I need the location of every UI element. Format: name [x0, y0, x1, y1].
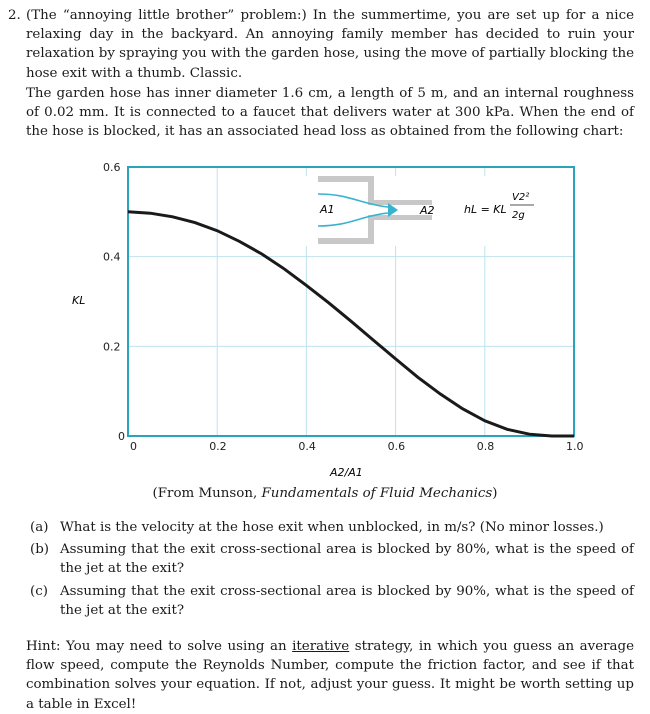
hint-paragraph — [26, 637, 634, 714]
kl-chart — [60, 158, 600, 479]
inset-formula-denominator: 2g — [512, 210, 525, 221]
inset-label-a1: A1 — [320, 203, 335, 216]
x-tick-label: 0.6 — [387, 440, 406, 453]
chart-caption — [0, 486, 650, 501]
question-label: (c) — [30, 583, 48, 599]
question-label: (a) — [30, 520, 49, 535]
x-tick-label: 0.4 — [298, 440, 316, 453]
x-tick-label: 0.2 — [209, 440, 227, 453]
question-label: (b) — [30, 542, 50, 558]
x-tick-label: 0 — [130, 440, 137, 453]
inset-label-a2: A2 — [420, 204, 435, 217]
hint-before: Hint: You may need to solve using an — [26, 639, 293, 654]
question-b — [26, 540, 634, 578]
problem-intro-text: (The “annoying little brother” problem:) In the summertime, you are set up for a nice relaxing day in the backyard. An annoying family member has decided to ruin your relaxation by spraying you with the garden hose, using the move of partially blocking the hose exit with a thumb. Classic. — [26, 8, 634, 81]
question-text: What is the velocity at the hose exit when unblocked, in m/s? (No minor losses.) — [60, 520, 604, 535]
x-tick-label: 0.8 — [476, 440, 495, 453]
x-tick-label: 1.0 — [566, 440, 584, 453]
y-tick-label: 0.6 — [103, 161, 121, 174]
inset-formula-numerator: V2² — [512, 192, 530, 203]
hint-underlined: iterative — [292, 639, 350, 654]
question-c — [26, 582, 634, 620]
question-a — [26, 518, 634, 537]
problem-setup: The garden hose has inner diameter 1.6 cm, a length of 5 m, and an internal roughness of 0.02 mm. It is connected to a faucet that delivers water at 300 kPa. When the end of the hose is blocked, it has an associated head loss as obtained from the following chart: — [26, 86, 634, 140]
question-text: Assuming that the exit cross-sectional area is blocked by 90%, what is the speed of the jet at the exit? — [60, 583, 634, 618]
caption-suffix: ) — [492, 486, 498, 501]
caption-prefix: (From Munson, — [152, 486, 262, 501]
chart-ylabel: KL — [72, 294, 86, 307]
problem-intro — [8, 6, 634, 83]
problem-number: 2. — [8, 8, 21, 23]
chart-xlabel: A2/A1 — [330, 466, 363, 479]
y-tick-label: 0 — [118, 430, 125, 443]
question-text: Assuming that the exit cross-sectional area is blocked by 80%, what is the speed of the jet at the exit? — [60, 542, 634, 577]
inset-background — [300, 176, 570, 246]
question-list — [26, 518, 634, 623]
caption-book: Fundamentals of Fluid Mechanics — [261, 486, 493, 501]
y-tick-label: 0.2 — [103, 340, 121, 354]
inset-formula-lhs: hL = KL — [464, 203, 507, 216]
y-tick-label: 0.4 — [103, 250, 121, 264]
hint-after: strategy, in which you guess an average flow speed, compute the Reynolds Number, compute the friction factor, and see if that combination solves your equation. If not, adjust your guess. It might be worth setting up a table in Excel! — [26, 639, 634, 712]
chart-inset — [300, 176, 570, 246]
